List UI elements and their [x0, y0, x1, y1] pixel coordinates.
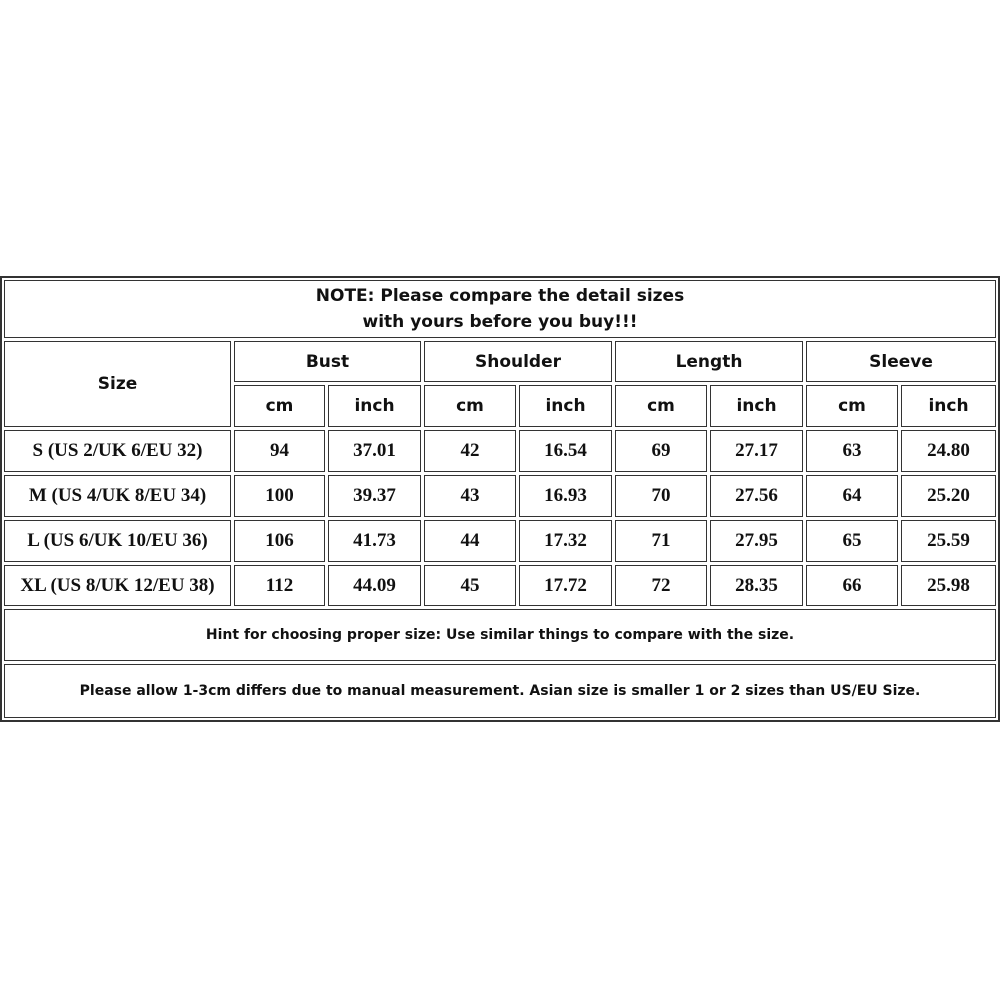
- unit-header: cm: [615, 385, 707, 427]
- table-cell: 45: [424, 565, 516, 606]
- unit-header: cm: [234, 385, 325, 427]
- table-cell: 70: [615, 475, 707, 517]
- table-cell: 65: [806, 520, 898, 562]
- table-row-size-label: S (US 2/UK 6/EU 32): [4, 430, 231, 472]
- note-line-1: NOTE: Please compare the detail sizes: [315, 286, 685, 306]
- group-header-shoulder: Shoulder: [424, 341, 612, 382]
- table-cell: 100: [234, 475, 325, 517]
- table-cell: 44.09: [328, 565, 421, 606]
- unit-header: cm: [806, 385, 898, 427]
- table-cell: 63: [806, 430, 898, 472]
- table-cell: 44: [424, 520, 516, 562]
- table-row-size-label: L (US 6/UK 10/EU 36): [4, 520, 231, 562]
- table-cell: 27.56: [710, 475, 803, 517]
- unit-header: inch: [328, 385, 421, 427]
- hint-text: Hint for choosing proper size: Use similar things to compare with the size.: [4, 609, 996, 661]
- note-banner: [4, 280, 996, 338]
- unit-header: inch: [519, 385, 612, 427]
- unit-header: inch: [710, 385, 803, 427]
- table-cell: 37.01: [328, 430, 421, 472]
- size-header: Size: [4, 341, 231, 427]
- table-cell: 69: [615, 430, 707, 472]
- table-cell: 25.59: [901, 520, 996, 562]
- group-header-bust: Bust: [234, 341, 421, 382]
- group-header-sleeve: Sleeve: [806, 341, 996, 382]
- table-cell: 28.35: [710, 565, 803, 606]
- table-cell: 16.54: [519, 430, 612, 472]
- table-cell: 27.95: [710, 520, 803, 562]
- table-cell: 39.37: [328, 475, 421, 517]
- table-cell: 112: [234, 565, 325, 606]
- table-cell: 64: [806, 475, 898, 517]
- table-cell: 17.32: [519, 520, 612, 562]
- table-cell: 106: [234, 520, 325, 562]
- table-cell: 41.73: [328, 520, 421, 562]
- unit-header: cm: [424, 385, 516, 427]
- table-cell: 17.72: [519, 565, 612, 606]
- group-header-length: Length: [615, 341, 803, 382]
- table-cell: 71: [615, 520, 707, 562]
- table-cell: 94: [234, 430, 325, 472]
- table-cell: 25.98: [901, 565, 996, 606]
- table-cell: 16.93: [519, 475, 612, 517]
- table-cell: 42: [424, 430, 516, 472]
- table-cell: 24.80: [901, 430, 996, 472]
- allowance-text: Please allow 1-3cm differs due to manual measurement. Asian size is smaller 1 or 2 sizes than US/EU Size.: [4, 664, 996, 718]
- note-line-2: with yours before you buy!!!: [362, 312, 638, 332]
- table-cell: 25.20: [901, 475, 996, 517]
- table-cell: 72: [615, 565, 707, 606]
- table-cell: 27.17: [710, 430, 803, 472]
- table-row-size-label: XL (US 8/UK 12/EU 38): [4, 565, 231, 606]
- table-cell: 66: [806, 565, 898, 606]
- table-cell: 43: [424, 475, 516, 517]
- table-row-size-label: M (US 4/UK 8/EU 34): [4, 475, 231, 517]
- unit-header: inch: [901, 385, 996, 427]
